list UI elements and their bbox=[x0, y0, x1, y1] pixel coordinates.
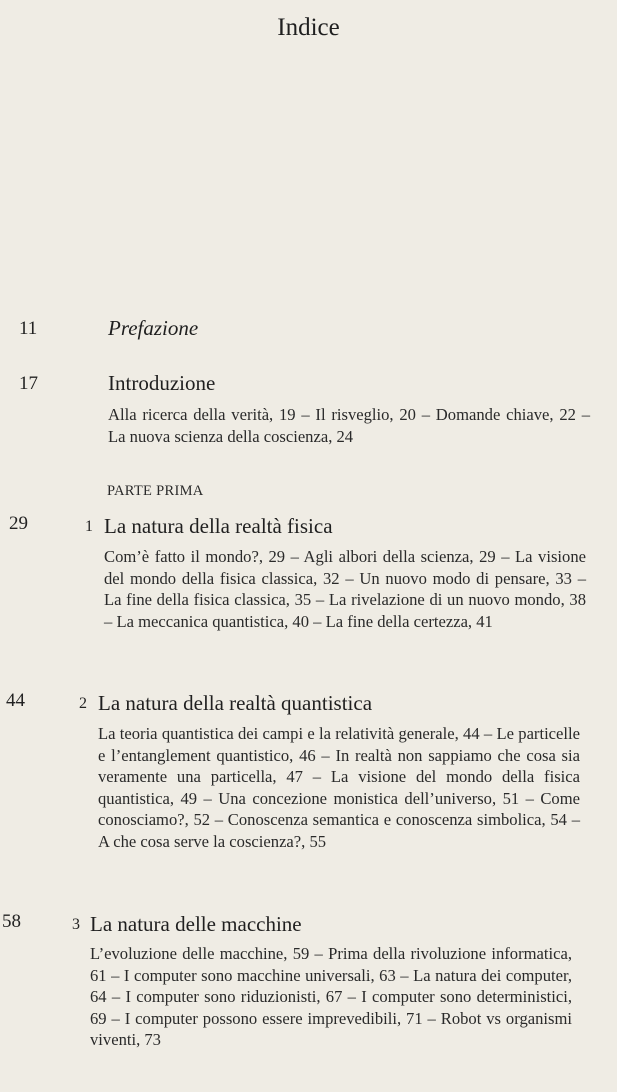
entry-title: La natura della realtà quantistica bbox=[98, 691, 373, 715]
entry-sections: Alla ricerca della verità, 19 – Il risveglio, 20 – Domande chiave, 22 – La nuova scienza della coscienza, 24 bbox=[108, 405, 590, 446]
entry-title: La natura della realtà fisica bbox=[104, 514, 333, 538]
entry-title: La natura delle macchine bbox=[90, 912, 302, 936]
chapter-number: 1 bbox=[85, 518, 93, 535]
page-number: 44 bbox=[6, 690, 25, 711]
page-number: 11 bbox=[19, 318, 38, 339]
part-label: PARTE PRIMA bbox=[107, 483, 204, 499]
chapter-number: 3 bbox=[72, 916, 80, 933]
page-number: 29 bbox=[9, 513, 28, 534]
page-number: 58 bbox=[2, 911, 21, 932]
page-title: Indice bbox=[277, 14, 340, 41]
entry-title: Prefazione bbox=[108, 316, 199, 340]
entry-sections: Com’è fatto il mondo?, 29 – Agli albori della scienza, 29 – La visione del mondo della fisica classica, 32 – Un nuovo modo di pensare, 33 – La fine della fisica classica, 35 – La rivelazione di un nuovo mondo, 38 – La meccanica quantistica, 40 – La fine della certezza, 41 bbox=[104, 547, 586, 631]
entry-sections: L’evoluzione delle macchine, 59 – Prima della rivoluzione informatica, 61 – I computer sono macchine universali, 63 – La natura dei computer, 64 – I computer sono riduzionisti, 67 – I computer sono deterministici, 69 – I computer possono essere imprevedibili, 71 – Robot vs organismi viventi, 73 bbox=[90, 944, 572, 1049]
page-number: 17 bbox=[19, 373, 38, 394]
entry-title: Introduzione bbox=[108, 371, 216, 395]
entry-sections: La teoria quantistica dei campi e la relatività generale, 44 – Le particelle e l’entanglement quantistico, 46 – In realtà non sappiamo che cosa sia veramente una particella, 47 – La visione del mondo della fisica quantistica, 49 – Una concezione monistica dell’universo, 51 – Come conosciamo?, 52 – Conoscenza semantica e conoscenza simbolica, 54 – A che cosa serve la coscienza?, 55 bbox=[98, 724, 580, 851]
chapter-number: 2 bbox=[79, 695, 87, 712]
